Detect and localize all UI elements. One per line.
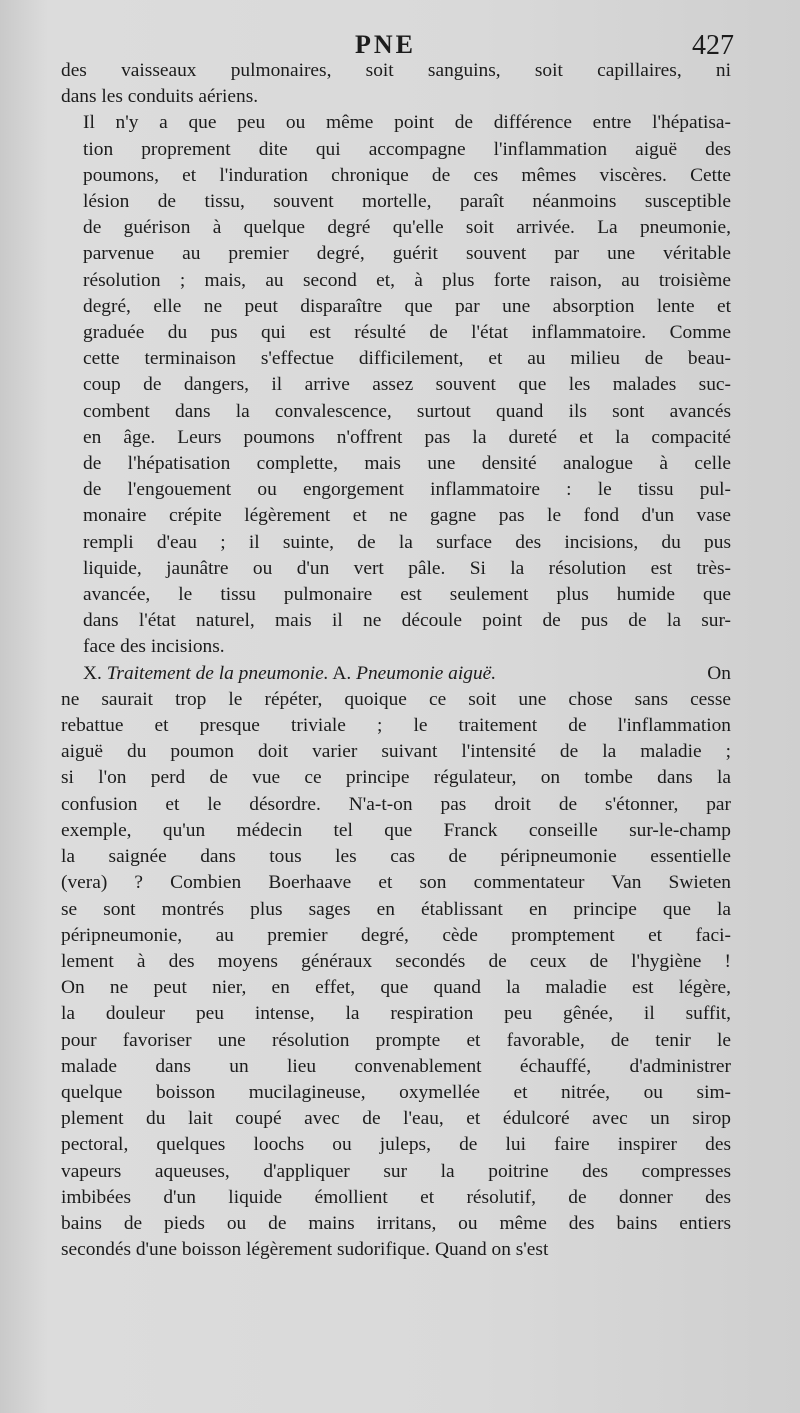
text-line: péripneumonie, au premier degré, cède promptement et faci- bbox=[61, 924, 731, 946]
text-line: lésion de tissu, souvent mortelle, paraît néanmoins susceptible bbox=[83, 191, 731, 213]
section-heading bbox=[83, 661, 496, 687]
subsection-title: Pneumonie aiguë. bbox=[356, 662, 497, 684]
paragraph-1 bbox=[61, 58, 731, 110]
text-line: imbibées d'un liquide émollient et résolutif, de donner des bbox=[61, 1186, 731, 1208]
text-line: cette terminaison s'effectue difficilement, et au milieu de beau- bbox=[83, 348, 731, 370]
text-line: ne saurait trop le répéter, quoique ce soit une chose sans cesse bbox=[61, 688, 731, 710]
text-line: combent dans la convalescence, surtout quand ils sont avancés bbox=[83, 400, 731, 422]
section-number: X. bbox=[83, 662, 102, 684]
text-line: avancée, le tissu pulmonaire est seulement plus humide que bbox=[83, 584, 731, 606]
text-line: quelque boisson mucilagineuse, oxymellée et nitrée, ou sim- bbox=[61, 1081, 731, 1103]
text-line: exemple, qu'un médecin tel que Franck conseille sur-le-champ bbox=[61, 819, 731, 841]
text-line: pectoral, quelques loochs ou juleps, de lui faire inspirer des bbox=[61, 1134, 731, 1156]
subsection-letter: A. bbox=[332, 662, 352, 684]
section-title: Traitement de la pneumonie. bbox=[106, 662, 329, 684]
text-fragment: On bbox=[707, 662, 731, 684]
text-line: poumons, et l'induration chronique de ces mêmes viscères. Cette bbox=[83, 164, 731, 186]
text-line: (vera) ? Combien Boerhaave et son commentateur Van Swieten bbox=[61, 872, 731, 894]
text-line: bains de pieds ou de mains irritans, ou même des bains entiers bbox=[61, 1212, 731, 1234]
text-line: de guérison à quelque degré qu'elle soit arrivée. La pneumonie, bbox=[83, 217, 731, 239]
text-line: graduée du pus qui est résulté de l'état inflammatoire. Comme bbox=[83, 322, 731, 344]
text-line: dans les conduits aériens. bbox=[61, 86, 259, 108]
text-line: des vaisseaux pulmonaires, soit sanguins, soit capillaires, ni bbox=[61, 60, 731, 81]
text-line: de l'engouement ou engorgement inflammatoire : le tissu pul- bbox=[83, 479, 731, 501]
text-line: la saignée dans tous les cas de péripneumonie essentielle bbox=[61, 846, 731, 868]
text-line: vapeurs aqueuses, d'appliquer sur la poitrine des compresses bbox=[61, 1160, 731, 1182]
text-line: si l'on perd de vue ce principe régulateur, on tombe dans la bbox=[61, 767, 731, 789]
text-line: pour favoriser une résolution prompte et favorable, de tenir le bbox=[61, 1029, 731, 1051]
text-line: Il n'y a que peu ou même point de différence entre l'hépatisa- bbox=[83, 112, 731, 134]
text-line: la douleur peu intense, la respiration peu gênée, il suffit, bbox=[61, 1003, 731, 1025]
paragraph-2 bbox=[61, 110, 731, 660]
text-line: malade dans un lieu convenablement échauffé, d'administrer bbox=[61, 1055, 731, 1077]
section-heading-line bbox=[61, 661, 731, 687]
text-line: dans l'état naturel, mais il ne découle point de pus de la sur- bbox=[83, 610, 731, 632]
text-line: coup de dangers, il arrive assez souvent que les malades suc- bbox=[83, 374, 731, 396]
text-line: lement à des moyens généraux secondés de ceux de l'hygiène ! bbox=[61, 950, 731, 972]
running-head: PNE bbox=[355, 30, 416, 59]
text-line: rempli d'eau ; il suinte, de la surface des incisions, du pus bbox=[83, 531, 731, 553]
paragraph-3 bbox=[61, 661, 731, 1264]
text-line: liquide, jaunâtre ou d'un vert pâle. Si la résolution est très- bbox=[83, 557, 731, 579]
body-text bbox=[61, 58, 731, 1263]
text-line: confusion et le désordre. N'a-t-on pas droit de s'étonner, par bbox=[61, 793, 731, 815]
text-line: en âge. Leurs poumons n'offrent pas la dureté et la compacité bbox=[83, 426, 731, 448]
text-line: degré, elle ne peut disparaître que par une absorption lente et bbox=[83, 295, 731, 317]
text-line: monaire crépite légèrement et ne gagne pas le fond d'un vase bbox=[83, 505, 731, 527]
text-line: de l'hépatisation complette, mais une densité analogue à celle bbox=[83, 453, 731, 475]
text-line: secondés d'une boisson légèrement sudorifique. Quand on s'est bbox=[61, 1239, 549, 1261]
text-line: aiguë du poumon doit varier suivant l'intensité de la maladie ; bbox=[61, 741, 731, 763]
text-line: résolution ; mais, au second et, à plus forte raison, au troisième bbox=[83, 269, 731, 291]
text-line: plement du lait coupé avec de l'eau, et édulcoré avec un sirop bbox=[61, 1108, 731, 1130]
text-line: On ne peut nier, en effet, que quand la maladie est légère, bbox=[61, 977, 731, 999]
page-number: 427 bbox=[692, 30, 734, 61]
text-line: se sont montrés plus sages en établissant en principe que la bbox=[61, 898, 731, 920]
text-line: rebattue et presque triviale ; le traitement de l'inflammation bbox=[61, 715, 731, 737]
text-line: tion proprement dite qui accompagne l'inflammation aiguë des bbox=[83, 138, 731, 160]
text-line: face des incisions. bbox=[83, 636, 225, 658]
text-line: parvenue au premier degré, guérit souvent par une véritable bbox=[83, 243, 731, 265]
